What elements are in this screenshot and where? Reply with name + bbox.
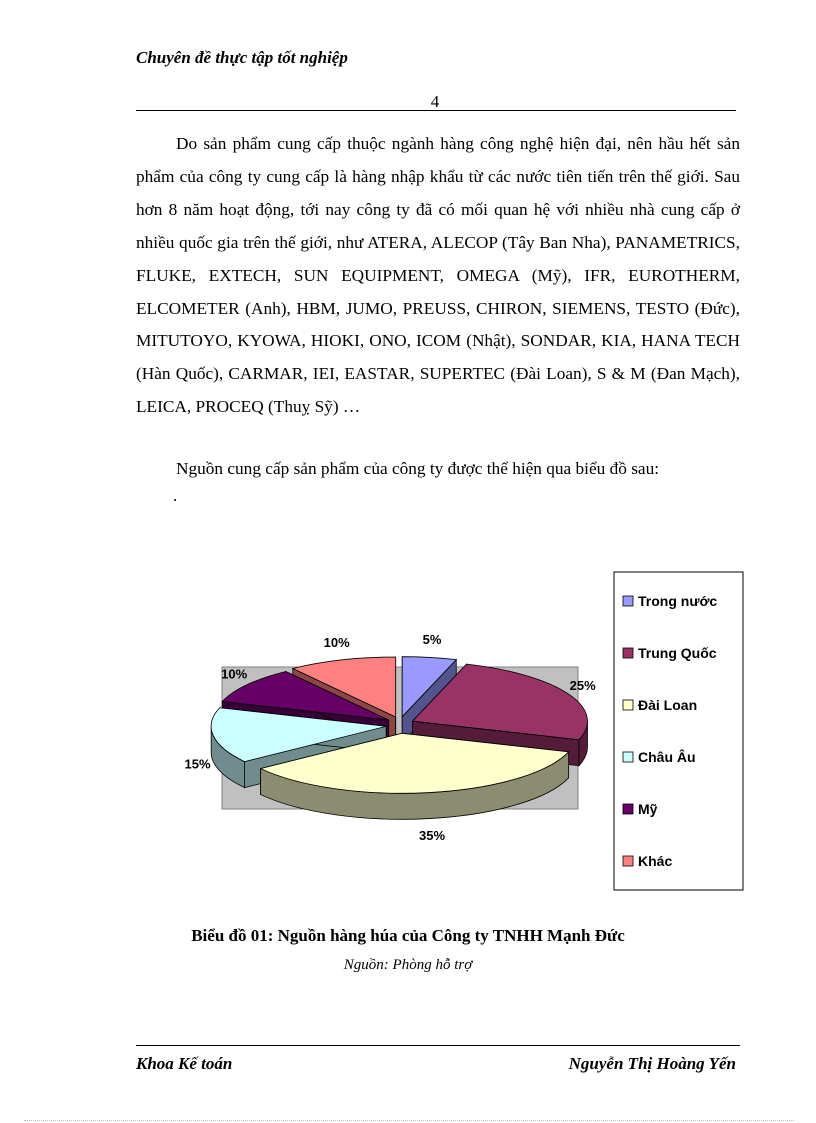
body-text — [136, 128, 740, 424]
footer-rule — [136, 1045, 740, 1046]
legend-label: Trong nước — [638, 593, 718, 609]
header-rule — [136, 110, 736, 111]
paragraph-1: Do sản phẩm cung cấp thuộc ngành hàng công nghệ hiện đại, nên hầu hết sản phẩm của công ty cung cấp là hàng nhập khẩu từ các nước tiên tiến trên thế giới. Sau hơn 8 năm hoạt động, tới nay công ty đã có mối quan hệ với nhiều nhà cung cấp ở nhiều quốc gia trên thế giới, như ATERA, ALECOP (Tây Ban Nha), PANAMETRICS, FLUKE, EXTECH, SUN EQUIPMENT, OMEGA (Mỹ), IFR, EUROTHERM, ELCOMETER (Anh), HBM, JUMO, PREUSS, CHIRON, SIEMENS, TESTO (Đức), MITUTOYO, KYOWA, HIOKI, ONO, ICOM (Nhật), SONDAR, KIA, HANA TECH (Hàn Quốc), CARMAR, IEI, EASTAR, SUPERTEC (Đài Loan), S & M (Đan Mạch), LEICA, PROCEQ (Thuỵ Sỹ) … — [136, 134, 740, 417]
page-number: 4 — [430, 92, 440, 111]
legend-label: Châu Âu — [638, 749, 696, 765]
legend-label: Đài Loan — [638, 697, 698, 713]
pie-data-label: 5% — [422, 632, 442, 648]
header-title: Chuyên đề thực tập tốt nghiệp — [136, 48, 348, 67]
legend-label: Mỹ — [638, 801, 658, 817]
pie-data-label: 15% — [184, 756, 211, 772]
legend-swatch — [623, 856, 633, 866]
chart-intro-line: Nguồn cung cấp sản phẩm của công ty được thể hiện qua biểu đồ sau: — [176, 459, 660, 478]
page-edge — [24, 1120, 794, 1121]
pie-data-label: 10% — [323, 635, 350, 651]
pie-chart — [0, 560, 816, 900]
legend-swatch — [623, 596, 633, 606]
pie-data-label: 10% — [221, 666, 248, 682]
legend-swatch — [623, 804, 633, 814]
footer-author: Nguyễn Thị Hoàng Yến — [568, 1054, 736, 1073]
footer-department: Khoa Kế toán — [136, 1054, 233, 1073]
chart-caption: Biểu đồ 01: Nguồn hàng húa của Công ty TNHH Mạnh Đức — [191, 926, 625, 945]
legend-label: Khác — [638, 853, 673, 869]
legend-label: Trung Quốc — [638, 645, 717, 661]
chart-source: Nguồn: Phòng hỗ trợ — [343, 957, 473, 973]
legend-swatch — [623, 752, 633, 762]
pie-data-label: 25% — [569, 677, 596, 693]
legend-box — [614, 572, 743, 890]
pie-data-label: 35% — [419, 827, 446, 843]
stray-dot: . — [173, 486, 178, 505]
legend-swatch — [623, 700, 633, 710]
legend-swatch — [623, 648, 633, 658]
